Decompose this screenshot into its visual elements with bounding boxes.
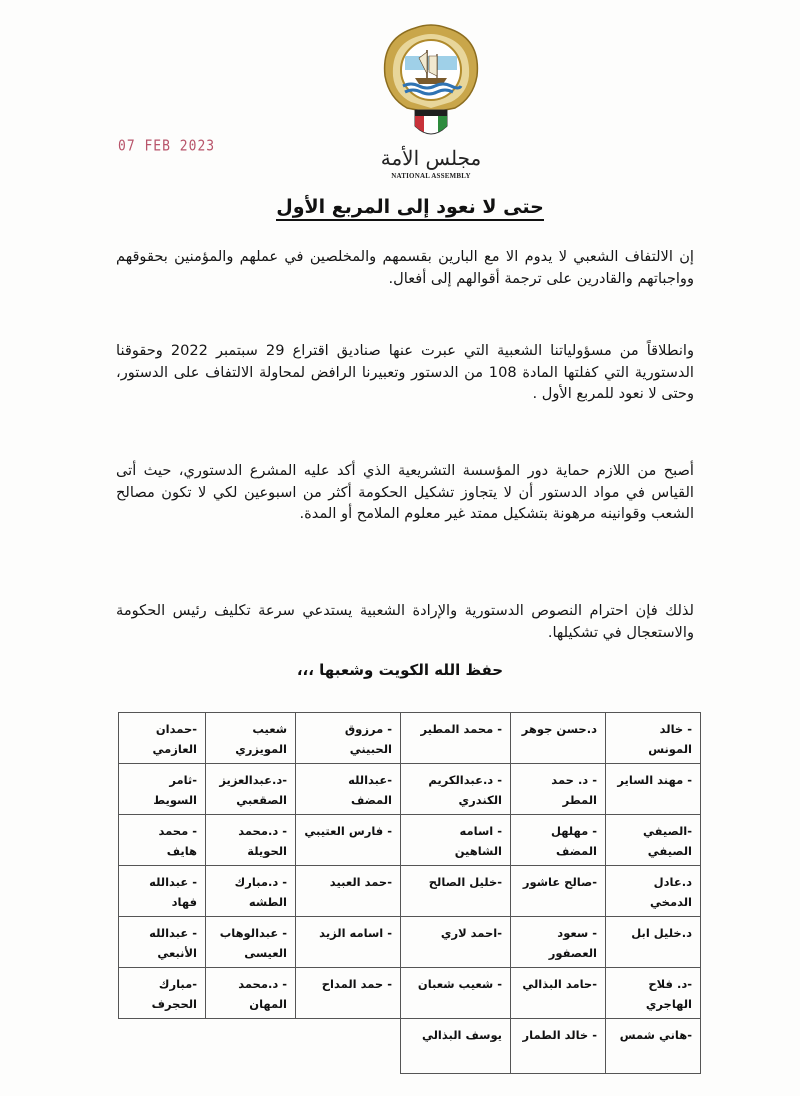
- document-title: حتى لا نعود إلى المربع الأول: [240, 196, 580, 218]
- emblem-english-name: NATIONAL ASSEMBLY: [391, 172, 471, 180]
- paragraph-3: أصبح من اللازم حماية دور المؤسسة التشريعية الذي أكد عليه المشرع الدستوري، حيث أتى القياس في مواد الدستور أن لا يتجاوز تشكيل الحكومة أكثر من اسبوعين لكي لا تكون مصالح الشعب وقوانينه مرهونة بتشكيل ممتد غير معلوم الملامح أو المدة.: [116, 462, 694, 522]
- signatory-cell: - د.مبارك الطشه: [206, 866, 296, 917]
- signatory-cell: -خليل الصالح: [401, 866, 511, 917]
- signatory-cell: - د.محمد المهان: [206, 968, 296, 1019]
- signatory-cell: - محمد المطير: [401, 713, 511, 764]
- signatory-cell: شعيب المويزري: [206, 713, 296, 764]
- signatory-cell: يوسف البذالي: [401, 1019, 511, 1074]
- national-assembly-emblem: [375, 18, 487, 183]
- signatory-cell: -حمدان العازمي: [119, 713, 206, 764]
- signatory-cell: - اسامه الزيد: [296, 917, 401, 968]
- signatory-cell: - خالد الطمار: [511, 1019, 606, 1074]
- emblem-crest-icon: [375, 18, 487, 146]
- signatory-cell: -عبدالله المضف: [296, 764, 401, 815]
- signatory-cell: - مرزوق الحبيني: [296, 713, 401, 764]
- signatory-cell: - عبدالوهاب العيسى: [206, 917, 296, 968]
- signatory-cell: -حمد العبيد: [296, 866, 401, 917]
- signatory-cell: - اسامه الشاهين: [401, 815, 511, 866]
- signatory-cell: -د. فلاح الهاجري: [606, 968, 701, 1019]
- signatory-cell: - د.محمد الحويلة: [206, 815, 296, 866]
- signatory-cell: - فارس العتيبي: [296, 815, 401, 866]
- signatory-cell: -الصيفي الصيفي: [606, 815, 701, 866]
- signatory-cell: - مهند الساير: [606, 764, 701, 815]
- signatory-cell: - محمد هايف: [119, 815, 206, 866]
- signatory-cell: -حامد البذالي: [511, 968, 606, 1019]
- signatory-cell: -صالح عاشور: [511, 866, 606, 917]
- table-row: [119, 713, 701, 764]
- table-row: [119, 917, 701, 968]
- signatory-cell: -احمد لاري: [401, 917, 511, 968]
- table-row: [119, 866, 701, 917]
- table-row: [119, 815, 701, 866]
- table-row: [119, 968, 701, 1019]
- paragraph-1: إن الالتفاف الشعبي لا يدوم الا مع البارين بقسمهم والمخلصين في عملهم والمؤمنين بحقوقهم وواجباتهم والقادرين على ترجمة أقوالهم إلى أفعال.: [116, 248, 694, 287]
- signatory-cell: -مبارك الحجرف: [119, 968, 206, 1019]
- signatory-cell: - عبدالله فهاد: [119, 866, 206, 917]
- signatories-table: [118, 712, 701, 1074]
- signatory-cell: - د. حمد المطر: [511, 764, 606, 815]
- signatory-cell: د.عادل الدمخي: [606, 866, 701, 917]
- table-row: [119, 764, 701, 815]
- signatory-cell: - مهلهل المضف: [511, 815, 606, 866]
- paragraph-2: وانطلاقاً من مسؤولياتنا الشعبية التي عبرت عنها صناديق اقتراع 29 سبتمبر 2022 وحقوقنا الدستورية التي كفلتها المادة 108 من الدستور وتعبيرنا الرافض لمحاولة الالتفاف على الدستور، وحتى لا نعود للمربع الأول .: [116, 342, 694, 402]
- signatory-cell: - عبدالله الأنبعي: [119, 917, 206, 968]
- date-stamp: 07 FEB 2023: [118, 137, 216, 156]
- signatory-cell: - سعود العصفور: [511, 917, 606, 968]
- signatory-cell: -هاني شمس: [606, 1019, 701, 1074]
- closing-line: حفظ الله الكويت وشعبها ،،،: [296, 661, 504, 679]
- signatory-cell: - حمد المداح: [296, 968, 401, 1019]
- emblem-arabic-name: مجلس الأمة: [380, 146, 482, 170]
- paragraph-4: لذلك فإن احترام النصوص الدستورية والإرادة الشعبية يستدعي سرعة تكليف رئيس الحكومة والاستعجال في تشكيلها.: [116, 602, 694, 641]
- signatory-cell: - شعيب شعبان: [401, 968, 511, 1019]
- signatory-cell: - خالد المونس: [606, 713, 701, 764]
- table-row: [119, 1019, 701, 1074]
- signatory-cell: -ثامر السويط: [119, 764, 206, 815]
- empty-cell: [206, 1019, 296, 1074]
- signatory-cell: د.حسن جوهر: [511, 713, 606, 764]
- signatory-cell: - د.عبدالكريم الكندري: [401, 764, 511, 815]
- empty-cell: [119, 1019, 206, 1074]
- signatory-cell: -د.عبدالعزيز الصقعبي: [206, 764, 296, 815]
- empty-cell: [296, 1019, 401, 1074]
- signatory-cell: د.خليل ابل: [606, 917, 701, 968]
